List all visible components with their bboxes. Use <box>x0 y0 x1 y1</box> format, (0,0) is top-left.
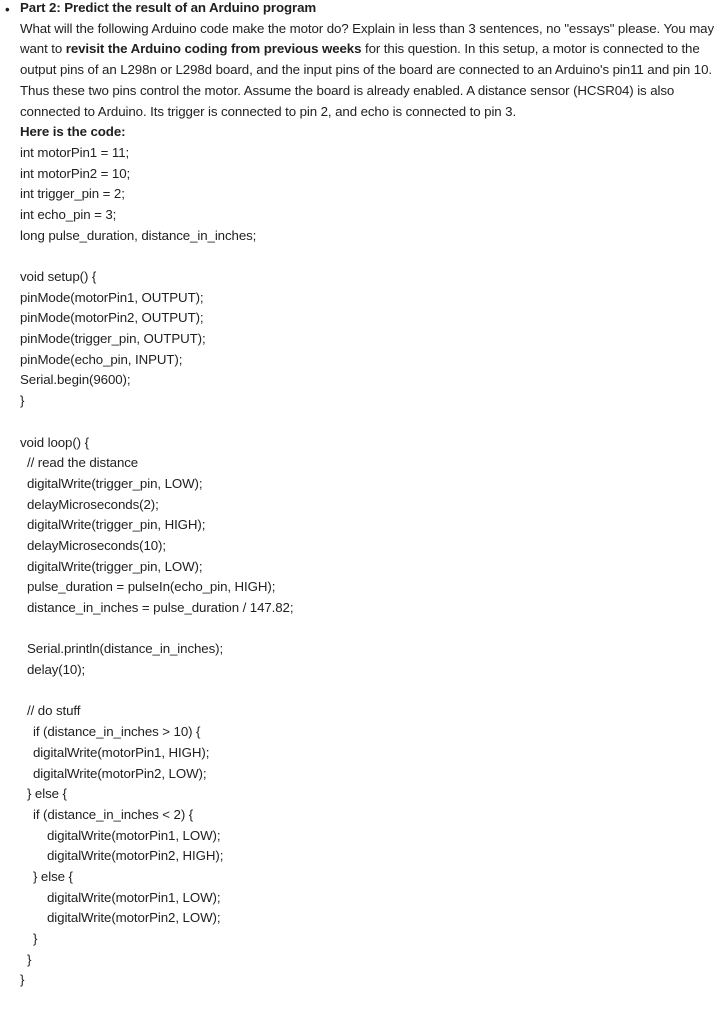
code-line: delayMicroseconds(2); <box>27 496 159 512</box>
code-line: } <box>20 393 25 409</box>
code-line: digitalWrite(trigger_pin, HIGH); <box>27 517 206 533</box>
code-line: } <box>33 931 38 947</box>
blank-line <box>20 681 720 702</box>
code-line: } <box>20 972 25 988</box>
blank-line <box>20 412 720 433</box>
code-line: int motorPin2 = 10; <box>20 165 131 181</box>
code-line: digitalWrite(motorPin1, LOW); <box>47 889 221 905</box>
intro-bold-text: revisit the Arduino coding from previous weeks <box>65 41 362 57</box>
code-line: digitalWrite(motorPin2, HIGH); <box>47 848 224 864</box>
question-title: Part 2: Predict the result of an Arduino program <box>20 0 317 15</box>
code-line: delayMicroseconds(10); <box>27 537 166 553</box>
code-line: pinMode(motorPin2, OUTPUT); <box>20 310 204 326</box>
code-line: // read the distance <box>27 455 139 471</box>
code-line: void loop() { <box>20 434 89 450</box>
code-line: Serial.println(distance_in_inches); <box>27 641 224 657</box>
code-line: pinMode(motorPin1, OUTPUT); <box>20 289 204 305</box>
code-block <box>20 143 720 991</box>
code-line: digitalWrite(trigger_pin, LOW); <box>27 475 203 491</box>
intro-text-2: for this question. In this setup, a motor is connected to the output pins of an L298n or L298d board, and the input pins of the board are connected to an Arduino's pin11 and pin 10. Thus these two pins control the motor. Assume the board is already enabled. A distance sensor (HCSR04) is also connected to Arduino. Its trigger is connected to pin 2, and echo is connected to pin 3. <box>20 41 712 119</box>
code-line: } else { <box>27 786 67 802</box>
code-line: int motorPin1 = 11; <box>20 144 130 160</box>
blank-line <box>20 619 720 640</box>
code-line: long pulse_duration, distance_in_inches; <box>20 227 257 243</box>
code-line: distance_in_inches = pulse_duration / 147.82; <box>27 600 294 616</box>
code-line: if (distance_in_inches < 2) { <box>33 806 194 822</box>
blank-line <box>20 246 720 267</box>
code-line: digitalWrite(trigger_pin, LOW); <box>27 558 203 574</box>
code-line: delay(10); <box>27 662 86 678</box>
code-line: Serial.begin(9600); <box>20 372 131 388</box>
code-line: if (distance_in_inches > 10) { <box>33 724 201 740</box>
code-heading: Here is the code: <box>20 124 126 140</box>
code-line: } else { <box>33 868 73 884</box>
question-content <box>20 0 720 991</box>
bullet-icon: • <box>5 2 10 17</box>
code-line: digitalWrite(motorPin1, LOW); <box>47 827 221 843</box>
code-line: // do stuff <box>27 703 81 719</box>
code-line: void setup() { <box>20 269 97 285</box>
code-line: pulse_duration = pulseIn(echo_pin, HIGH); <box>27 579 276 595</box>
code-line: int echo_pin = 3; <box>20 206 117 222</box>
code-line: int trigger_pin = 2; <box>20 186 125 202</box>
intro-text-1: What will the following Arduino code make the motor do? Explain in less than 3 sentences, no "essays" please. You may want to <box>20 20 715 57</box>
code-line: pinMode(echo_pin, INPUT); <box>20 351 183 367</box>
question-intro <box>20 19 720 123</box>
code-line: digitalWrite(motorPin2, LOW); <box>33 765 207 781</box>
code-line: pinMode(trigger_pin, OUTPUT); <box>20 331 206 347</box>
code-line: } <box>27 951 32 967</box>
code-line: digitalWrite(motorPin1, HIGH); <box>33 744 210 760</box>
code-line: digitalWrite(motorPin2, LOW); <box>47 910 221 926</box>
